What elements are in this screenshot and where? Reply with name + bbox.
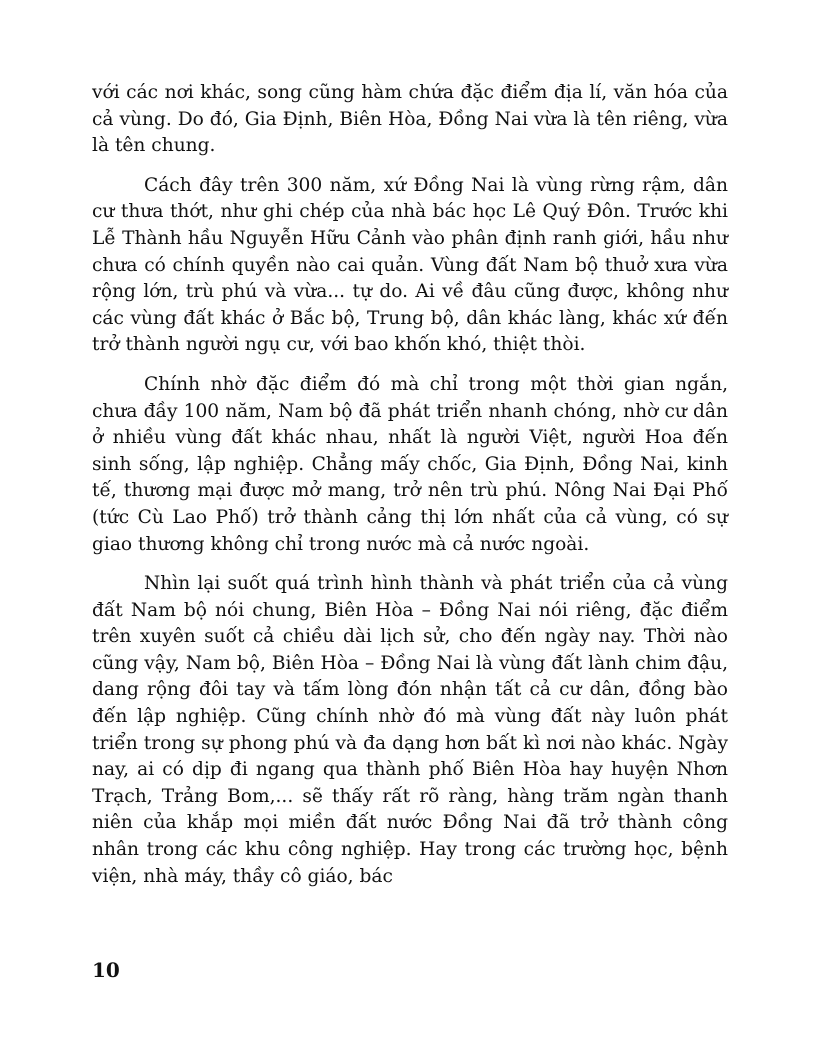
paragraph-1: với các nơi khác, song cũng hàm chứa đặc điểm địa lí, văn hóa của cả vùng. Do đó, Gia Định, Biên Hòa, Đồng Nai vừa là tên riêng, vừa là tên chung. [92,82,728,157]
paragraph-4: Nhìn lại suốt quá trình hình thành và phát triển của cả vùng đất Nam bộ nói chung, Biên Hòa – Đồng Nai nói riêng, đặc điểm trên xuyên suốt cả chiều dài lịch sử, cho đến ngày nay. Thời nào cũng vậy, Nam bộ, Biên Hòa – Đồng Nai là vùng đất lành chim đậu, dang rộng đôi tay và tấm lòng đón nhận tất cả cư dân, đồng bào đến lập nghiệp. Cũng chính nhờ đó mà vùng đất này luôn phát triển trong sự phong phú và đa dạng hơn bất kì nơi nào khác. Ngày nay, ai có dịp đi ngang qua thành phố Biên Hòa hay huyện Nhơn Trạch, Trảng Bom,... sẽ thấy rất rõ ràng, hàng trăm ngàn thanh niên của khắp mọi miền đất nước Đồng Nai đã trở thành công nhân trong các khu công nghiệp. Hay trong các trường học, bệnh viện, nhà máy, thầy cô giáo, bác [92,573,728,887]
paragraph-3: Chính nhờ đặc điểm đó mà chỉ trong một thời gian ngắn, chưa đầy 100 năm, Nam bộ đã phát triển nhanh chóng, nhờ cư dân ở nhiều vùng đất khác nhau, nhất là người Việt, người Hoa đến sinh sống, lập nghiệp. Chẳng mấy chốc, Gia Định, Đồng Nai, kinh tế, thương mại được mở mang, trở nên trù phú. Nông Nai Đại Phố (tức Cù Lao Phố) trở thành cảng thị lớn nhất của cả vùng, có sự giao thương không chỉ trong nước mà cả nước ngoài. [92,373,728,555]
paragraph-2: Cách đây trên 300 năm, xứ Đồng Nai là vùng rừng rậm, dân cư thưa thớt, như ghi chép của nhà bác học Lê Quý Đôn. Trước khi Lễ Thành hầu Nguyễn Hữu Cảnh vào phân định ranh giới, hầu như chưa có chính quyền nào cai quản. Vùng đất Nam bộ thuở xưa vừa rộng lớn, trù phú và vừa... tự do. Ai về đâu cũng được, không như các vùng đất khác ở Bắc bộ, Trung bộ, dân khác làng, khác xứ đến trở thành người ngụ cư, với bao khốn khó, thiệt thòi. [92,174,728,356]
page-body [92,80,728,903]
page-number: 10 [92,958,120,982]
